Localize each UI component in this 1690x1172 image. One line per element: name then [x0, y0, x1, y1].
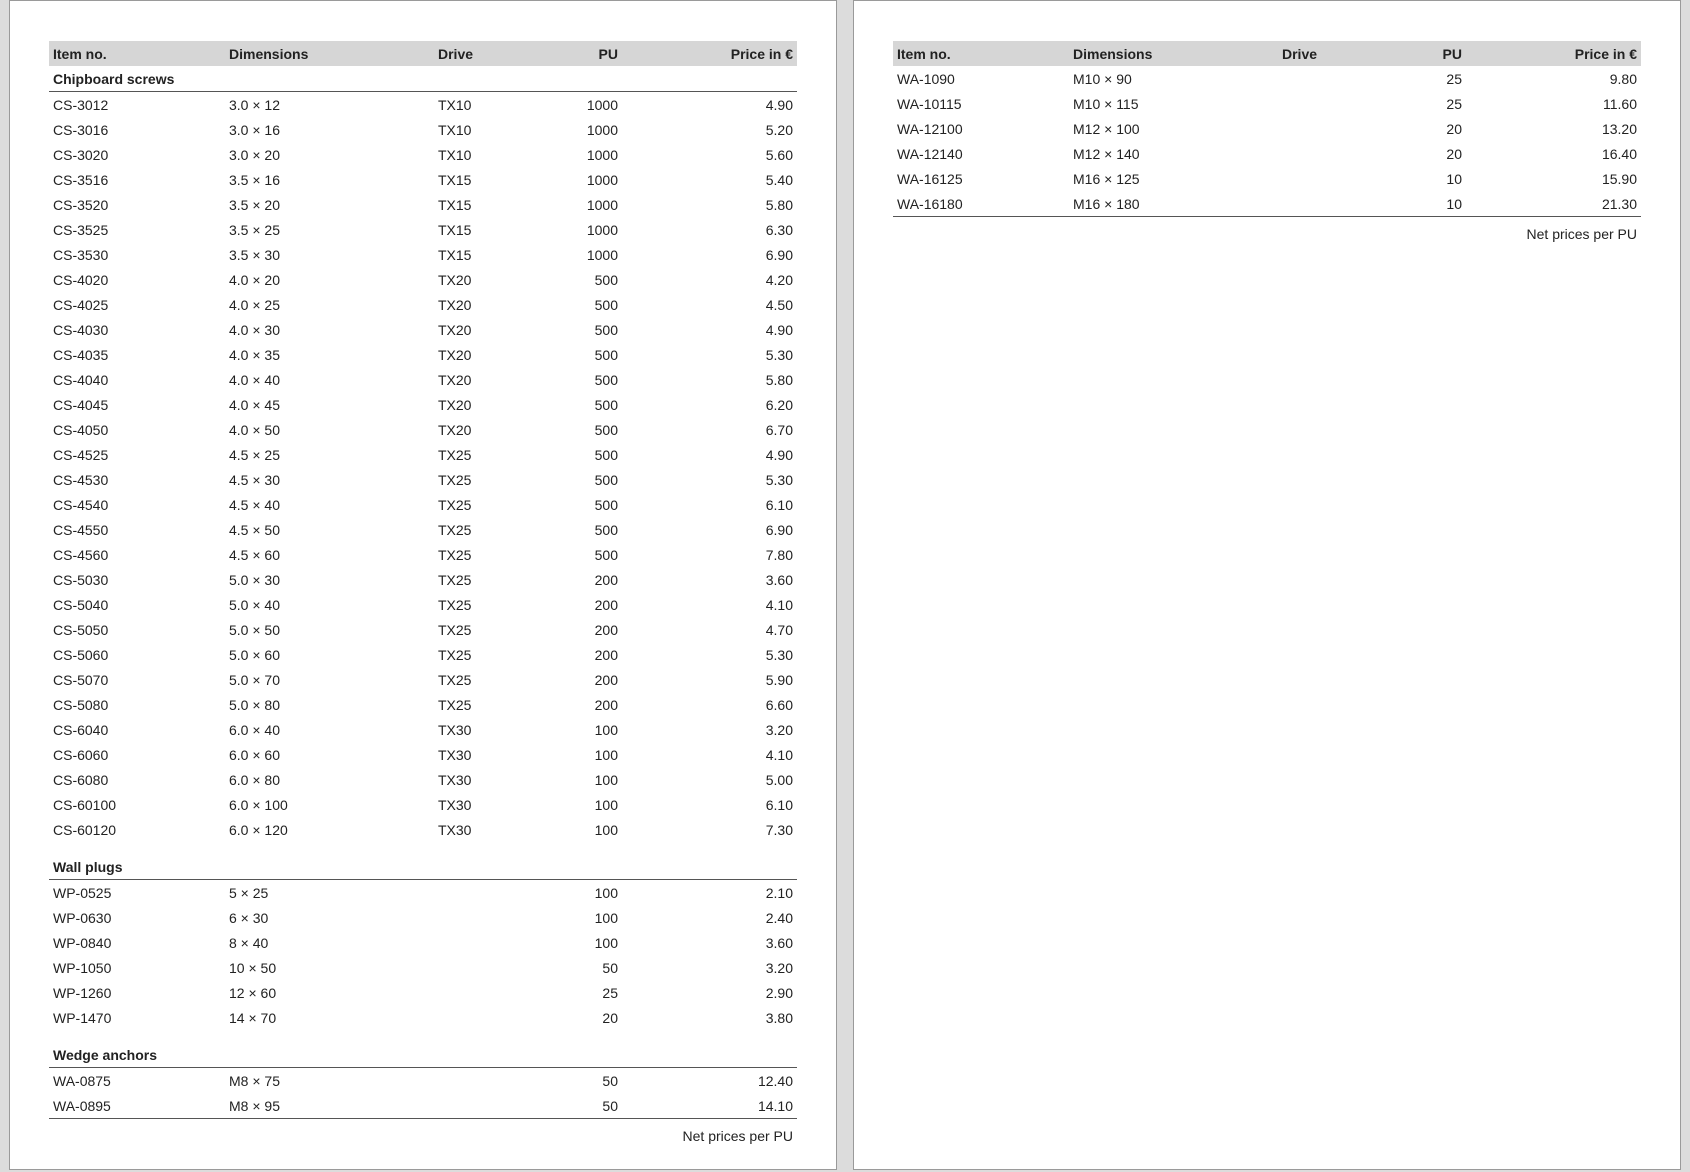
- cell-dimensions: 5.0 × 50: [229, 621, 280, 638]
- cell-drive: [434, 1093, 553, 1119]
- cell-price: 12.40: [757, 1072, 793, 1089]
- cell-pu: 25: [602, 984, 618, 1001]
- cell-pu: 50: [602, 959, 618, 976]
- footnote-row: [893, 217, 1641, 247]
- cell-drive: TX15: [438, 171, 472, 188]
- cell-price: 6.70: [765, 421, 793, 438]
- table-row: [49, 267, 797, 292]
- cell-price: 6.90: [765, 246, 793, 263]
- table-row: [49, 592, 797, 617]
- cell-item-no: CS-3516: [53, 171, 109, 188]
- table-row: [49, 717, 797, 742]
- cell-item-no: CS-4550: [53, 521, 109, 538]
- cell-dimensions: 5 × 25: [229, 884, 269, 901]
- table-row: [49, 880, 797, 906]
- cell-price: 4.20: [765, 271, 793, 288]
- table-row: [49, 617, 797, 642]
- cell-pu: 500: [594, 446, 618, 463]
- cell-dimensions: 4.0 × 40: [229, 371, 280, 388]
- cell-drive: TX25: [438, 571, 472, 588]
- cell-dimensions: 4.0 × 20: [229, 271, 280, 288]
- cell-item-no: CS-4030: [53, 321, 109, 338]
- cell-item-no: WA-12100: [897, 120, 963, 137]
- cell-price: 5.40: [765, 171, 793, 188]
- table-row: [49, 817, 797, 842]
- table-row: [49, 517, 797, 542]
- cell-price: 6.10: [765, 796, 793, 813]
- cell-price: 6.90: [765, 521, 793, 538]
- cell-dimensions: 4.5 × 60: [229, 546, 280, 563]
- table-row: [49, 692, 797, 717]
- group-heading: Chipboard screws: [49, 66, 797, 92]
- cell-item-no: CS-4560: [53, 546, 109, 563]
- cell-dimensions: 4.0 × 50: [229, 421, 280, 438]
- cell-drive: [1278, 91, 1397, 116]
- table-row: [49, 1005, 797, 1030]
- table-row: [893, 91, 1641, 116]
- cell-dimensions: 3.5 × 25: [229, 221, 280, 238]
- table-row: [893, 191, 1641, 217]
- cell-pu: 100: [594, 771, 618, 788]
- cell-item-no: WP-0525: [53, 884, 112, 901]
- table-row: [49, 317, 797, 342]
- cell-dimensions: 5.0 × 70: [229, 671, 280, 688]
- cell-price: 5.20: [765, 121, 793, 138]
- cell-drive: TX25: [438, 546, 472, 563]
- cell-price: 6.10: [765, 496, 793, 513]
- cell-price: 3.20: [765, 959, 793, 976]
- cell-item-no: CS-3012: [53, 96, 109, 113]
- table-row: [49, 142, 797, 167]
- cell-price: 4.90: [765, 321, 793, 338]
- cell-drive: TX25: [438, 671, 472, 688]
- cell-pu: 500: [594, 271, 618, 288]
- group-heading-row: [49, 66, 797, 92]
- cell-pu: 500: [594, 471, 618, 488]
- cell-price: 5.30: [765, 646, 793, 663]
- cell-price: 5.80: [765, 371, 793, 388]
- cell-drive: [434, 955, 553, 980]
- cell-pu: 200: [594, 671, 618, 688]
- cell-pu: 500: [594, 346, 618, 363]
- header-pu: PU: [553, 41, 622, 66]
- cell-pu: 200: [594, 571, 618, 588]
- cell-pu: 25: [1446, 95, 1462, 112]
- cell-price: 4.70: [765, 621, 793, 638]
- cell-dimensions: 4.0 × 35: [229, 346, 280, 363]
- cell-drive: [1278, 166, 1397, 191]
- cell-item-no: WA-0895: [49, 1093, 225, 1119]
- cell-pu: 1000: [586, 96, 618, 113]
- cell-drive: TX20: [438, 271, 472, 288]
- cell-dimensions: 5.0 × 40: [229, 596, 280, 613]
- cell-dimensions: 8 × 40: [229, 934, 269, 951]
- cell-dimensions: 3.5 × 30: [229, 246, 280, 263]
- price-table-page-2: [893, 41, 1641, 246]
- cell-drive: [434, 930, 553, 955]
- cell-dimensions: M12 × 100: [1073, 120, 1140, 137]
- cell-drive: [1278, 141, 1397, 166]
- cell-dimensions: 10 × 50: [229, 959, 277, 976]
- cell-pu: 500: [594, 296, 618, 313]
- cell-pu: 20: [1446, 120, 1462, 137]
- cell-dimensions: 6.0 × 100: [229, 796, 288, 813]
- cell-price: 4.90: [765, 96, 793, 113]
- cell-price: 15.90: [1601, 170, 1637, 187]
- cell-drive: [434, 880, 553, 906]
- group-heading: Wedge anchors: [49, 1042, 797, 1068]
- cell-pu: 100: [594, 821, 618, 838]
- cell-drive: TX15: [438, 196, 472, 213]
- cell-price: 13.20: [1601, 120, 1637, 137]
- cell-drive: TX25: [438, 621, 472, 638]
- table-row: [49, 905, 797, 930]
- cell-item-no: WP-1050: [53, 959, 112, 976]
- cell-drive: TX25: [438, 596, 472, 613]
- cell-dimensions: M10 × 90: [1073, 70, 1132, 87]
- cell-price: 2.90: [765, 984, 793, 1001]
- cell-pu: 500: [594, 371, 618, 388]
- cell-price: 9.80: [1609, 70, 1637, 87]
- cell-price: 3.60: [765, 934, 793, 951]
- table-row: [49, 417, 797, 442]
- cell-drive: [1278, 66, 1397, 91]
- cell-item-no: CS-60100: [53, 796, 117, 813]
- table-body-page-2: [893, 66, 1641, 246]
- cell-price: 5.90: [765, 671, 793, 688]
- table-header-row: [893, 41, 1641, 66]
- cell-dimensions: 4.5 × 40: [229, 496, 280, 513]
- cell-drive: [434, 980, 553, 1005]
- cell-dimensions: 3.5 × 20: [229, 196, 280, 213]
- cell-dimensions: 4.0 × 45: [229, 396, 280, 413]
- cell-dimensions: 3.0 × 16: [229, 121, 280, 138]
- header-drive: Drive: [434, 41, 553, 66]
- cell-price: 21.30: [1466, 191, 1641, 217]
- cell-dimensions: 3.5 × 16: [229, 171, 280, 188]
- footnote: Net prices per PU: [682, 1127, 793, 1144]
- cell-price: 6.60: [765, 696, 793, 713]
- cell-pu: 200: [594, 596, 618, 613]
- cell-pu: 100: [594, 934, 618, 951]
- cell-item-no: CS-5050: [53, 621, 109, 638]
- header-pu: PU: [1397, 41, 1466, 66]
- cell-drive: TX25: [438, 496, 472, 513]
- cell-dimensions: M8 × 75: [229, 1072, 280, 1089]
- table-row: [49, 742, 797, 767]
- table-row: [49, 1068, 797, 1094]
- table-row: [49, 542, 797, 567]
- table-row: [49, 980, 797, 1005]
- cell-dimensions: 3.0 × 12: [229, 96, 280, 113]
- cell-item-no: CS-60120: [53, 821, 117, 838]
- cell-drive: TX10: [438, 146, 472, 163]
- cell-item-no: WP-1470: [53, 1009, 112, 1026]
- cell-pu: 10: [1397, 191, 1466, 217]
- cell-item-no: CS-5070: [53, 671, 109, 688]
- table-body-page-1: [49, 66, 797, 1148]
- header-drive: Drive: [1278, 41, 1397, 66]
- cell-drive: TX30: [438, 721, 472, 738]
- cell-item-no: CS-4530: [53, 471, 109, 488]
- table-row: [49, 467, 797, 492]
- cell-drive: TX30: [438, 771, 472, 788]
- cell-drive: [434, 1068, 553, 1094]
- cell-drive: TX10: [438, 96, 472, 113]
- cell-price: 4.90: [765, 446, 793, 463]
- cell-price: 4.10: [765, 596, 793, 613]
- cell-pu: 200: [594, 621, 618, 638]
- table-row: [49, 292, 797, 317]
- table-row: [49, 217, 797, 242]
- cell-item-no: WP-0630: [53, 909, 112, 926]
- cell-pu: 200: [594, 646, 618, 663]
- cell-pu: 500: [594, 546, 618, 563]
- table-row: [49, 192, 797, 217]
- cell-item-no: CS-3525: [53, 221, 109, 238]
- table-row: [49, 442, 797, 467]
- cell-dimensions: M12 × 140: [1073, 145, 1140, 162]
- cell-drive: TX25: [438, 521, 472, 538]
- cell-dimensions: M16 × 125: [1073, 170, 1140, 187]
- table-row: [49, 492, 797, 517]
- price-table-page-1: [49, 41, 797, 1148]
- cell-dimensions: 6.0 × 120: [229, 821, 288, 838]
- group-spacer: [49, 1030, 797, 1042]
- table-row: [49, 792, 797, 817]
- cell-pu: 1000: [586, 246, 618, 263]
- cell-item-no: CS-5060: [53, 646, 109, 663]
- group-heading: Wall plugs: [49, 854, 797, 880]
- cell-item-no: CS-4025: [53, 296, 109, 313]
- footnote: Net prices per PU: [1526, 225, 1637, 242]
- table-row: [49, 767, 797, 792]
- cell-pu: 500: [594, 496, 618, 513]
- cell-item-no: WA-10115: [897, 95, 962, 112]
- cell-price: 3.20: [765, 721, 793, 738]
- cell-item-no: CS-6060: [53, 746, 109, 763]
- cell-dimensions: 4.0 × 25: [229, 296, 280, 313]
- cell-dimensions: M8 × 95: [225, 1093, 434, 1119]
- cell-dimensions: M10 × 115: [1073, 95, 1139, 112]
- cell-pu: 500: [594, 521, 618, 538]
- cell-item-no: CS-3520: [53, 196, 109, 213]
- cell-drive: TX15: [438, 246, 472, 263]
- cell-item-no: WP-0840: [53, 934, 112, 951]
- table-row: [893, 66, 1641, 91]
- group-heading-row: [49, 1042, 797, 1068]
- cell-price: 16.40: [1601, 145, 1637, 162]
- cell-pu: 500: [594, 396, 618, 413]
- cell-dimensions: 5.0 × 30: [229, 571, 280, 588]
- cell-item-no: WA-0875: [53, 1072, 111, 1089]
- cell-drive: TX20: [438, 371, 472, 388]
- cell-pu: 500: [594, 421, 618, 438]
- cell-item-no: CS-4040: [53, 371, 109, 388]
- cell-item-no: CS-4035: [53, 346, 109, 363]
- cell-pu: 200: [594, 696, 618, 713]
- cell-pu: 1000: [586, 121, 618, 138]
- cell-price: 11.60: [1603, 95, 1637, 112]
- cell-price: 2.10: [765, 884, 793, 901]
- cell-item-no: CS-5030: [53, 571, 109, 588]
- cell-dimensions: 4.0 × 30: [229, 321, 280, 338]
- table-row: [49, 392, 797, 417]
- cell-drive: [1278, 191, 1397, 217]
- cell-dimensions: 5.0 × 80: [229, 696, 280, 713]
- cell-item-no: WA-16180: [893, 191, 1069, 217]
- cell-pu: 1000: [586, 221, 618, 238]
- cell-pu: 100: [594, 884, 618, 901]
- cell-price: 3.60: [765, 571, 793, 588]
- cell-item-no: CS-4525: [53, 446, 109, 463]
- cell-price: 5.80: [765, 196, 793, 213]
- group-heading-row: [49, 854, 797, 880]
- cell-pu: 100: [594, 796, 618, 813]
- cell-item-no: CS-4020: [53, 271, 109, 288]
- table-row: [49, 117, 797, 142]
- cell-drive: [1278, 116, 1397, 141]
- header-dimensions: Dimensions: [225, 41, 434, 66]
- footnote-row: [49, 1119, 797, 1149]
- cell-dimensions: 6.0 × 80: [229, 771, 280, 788]
- cell-item-no: CS-3016: [53, 121, 109, 138]
- cell-price: 4.50: [765, 296, 793, 313]
- header-price: Price in €: [1466, 41, 1641, 66]
- cell-price: 14.10: [622, 1093, 797, 1119]
- cell-dimensions: 3.0 × 20: [229, 146, 280, 163]
- cell-dimensions: 4.5 × 50: [229, 521, 280, 538]
- cell-price: 7.30: [765, 821, 793, 838]
- table-row: [49, 367, 797, 392]
- cell-pu: 25: [1446, 70, 1462, 87]
- table-row: [893, 166, 1641, 191]
- cell-dimensions: 4.5 × 25: [229, 446, 280, 463]
- cell-drive: TX25: [438, 446, 472, 463]
- page-2: [853, 0, 1681, 1170]
- table-row: [893, 116, 1641, 141]
- cell-item-no: CS-6080: [53, 771, 109, 788]
- cell-drive: TX15: [438, 221, 472, 238]
- cell-item-no: CS-3530: [53, 246, 109, 263]
- cell-drive: TX25: [438, 471, 472, 488]
- header-item-no: Item no.: [49, 41, 225, 66]
- cell-item-no: CS-4540: [53, 496, 109, 513]
- cell-item-no: CS-6040: [53, 721, 109, 738]
- cell-item-no: WA-1090: [897, 70, 955, 87]
- cell-drive: [434, 1005, 553, 1030]
- cell-dimensions: 6.0 × 40: [229, 721, 280, 738]
- cell-dimensions: M16 × 180: [1069, 191, 1278, 217]
- cell-price: 5.30: [765, 471, 793, 488]
- table-row: [49, 342, 797, 367]
- cell-pu: 20: [1446, 145, 1462, 162]
- cell-price: 4.10: [765, 746, 793, 763]
- cell-pu: 50: [553, 1093, 622, 1119]
- cell-drive: TX20: [438, 321, 472, 338]
- cell-price: 2.40: [765, 909, 793, 926]
- cell-price: 6.20: [765, 396, 793, 413]
- cell-drive: TX25: [438, 646, 472, 663]
- cell-item-no: WP-1260: [53, 984, 112, 1001]
- table-row: [49, 92, 797, 118]
- cell-item-no: CS-5080: [53, 696, 109, 713]
- cell-dimensions: 4.5 × 30: [229, 471, 280, 488]
- header-price: Price in €: [622, 41, 797, 66]
- table-row: [49, 1093, 797, 1119]
- cell-dimensions: 14 × 70: [229, 1009, 277, 1026]
- table-row: [49, 167, 797, 192]
- cell-pu: 100: [594, 721, 618, 738]
- cell-item-no: WA-16125: [897, 170, 963, 187]
- cell-pu: 50: [602, 1072, 618, 1089]
- cell-dimensions: 12 × 60: [229, 984, 277, 1001]
- table-row: [49, 242, 797, 267]
- cell-dimensions: 6.0 × 60: [229, 746, 280, 763]
- cell-price: 5.30: [765, 346, 793, 363]
- cell-price: 7.80: [765, 546, 793, 563]
- cell-pu: 500: [594, 321, 618, 338]
- cell-pu: 20: [602, 1009, 618, 1026]
- table-row: [49, 667, 797, 692]
- page-1: [9, 0, 837, 1170]
- cell-item-no: CS-4045: [53, 396, 109, 413]
- cell-dimensions: 6 × 30: [229, 909, 269, 926]
- table-row: [49, 642, 797, 667]
- cell-drive: TX10: [438, 121, 472, 138]
- cell-pu: 100: [594, 909, 618, 926]
- cell-item-no: CS-4050: [53, 421, 109, 438]
- cell-drive: TX20: [438, 421, 472, 438]
- cell-drive: TX20: [438, 346, 472, 363]
- cell-pu: 10: [1446, 170, 1462, 187]
- cell-item-no: CS-3020: [53, 146, 109, 163]
- cell-item-no: WA-12140: [897, 145, 963, 162]
- cell-price: 5.00: [765, 771, 793, 788]
- cell-pu: 1000: [586, 146, 618, 163]
- table-row: [49, 567, 797, 592]
- cell-drive: TX20: [438, 396, 472, 413]
- group-spacer: [49, 842, 797, 854]
- cell-dimensions: 5.0 × 60: [229, 646, 280, 663]
- cell-price: 3.80: [765, 1009, 793, 1026]
- cell-price: 6.30: [765, 221, 793, 238]
- cell-drive: TX20: [438, 296, 472, 313]
- table-row: [49, 930, 797, 955]
- cell-drive: TX30: [438, 746, 472, 763]
- table-row: [49, 955, 797, 980]
- cell-drive: TX30: [438, 796, 472, 813]
- cell-pu: 100: [594, 746, 618, 763]
- cell-price: 5.60: [765, 146, 793, 163]
- table-row: [893, 141, 1641, 166]
- cell-drive: TX25: [438, 696, 472, 713]
- header-dimensions: Dimensions: [1069, 41, 1278, 66]
- cell-drive: [434, 905, 553, 930]
- cell-drive: TX30: [438, 821, 472, 838]
- header-item-no: Item no.: [893, 41, 1069, 66]
- cell-pu: 1000: [586, 171, 618, 188]
- cell-item-no: CS-5040: [53, 596, 109, 613]
- table-header-row: [49, 41, 797, 66]
- cell-pu: 1000: [586, 196, 618, 213]
